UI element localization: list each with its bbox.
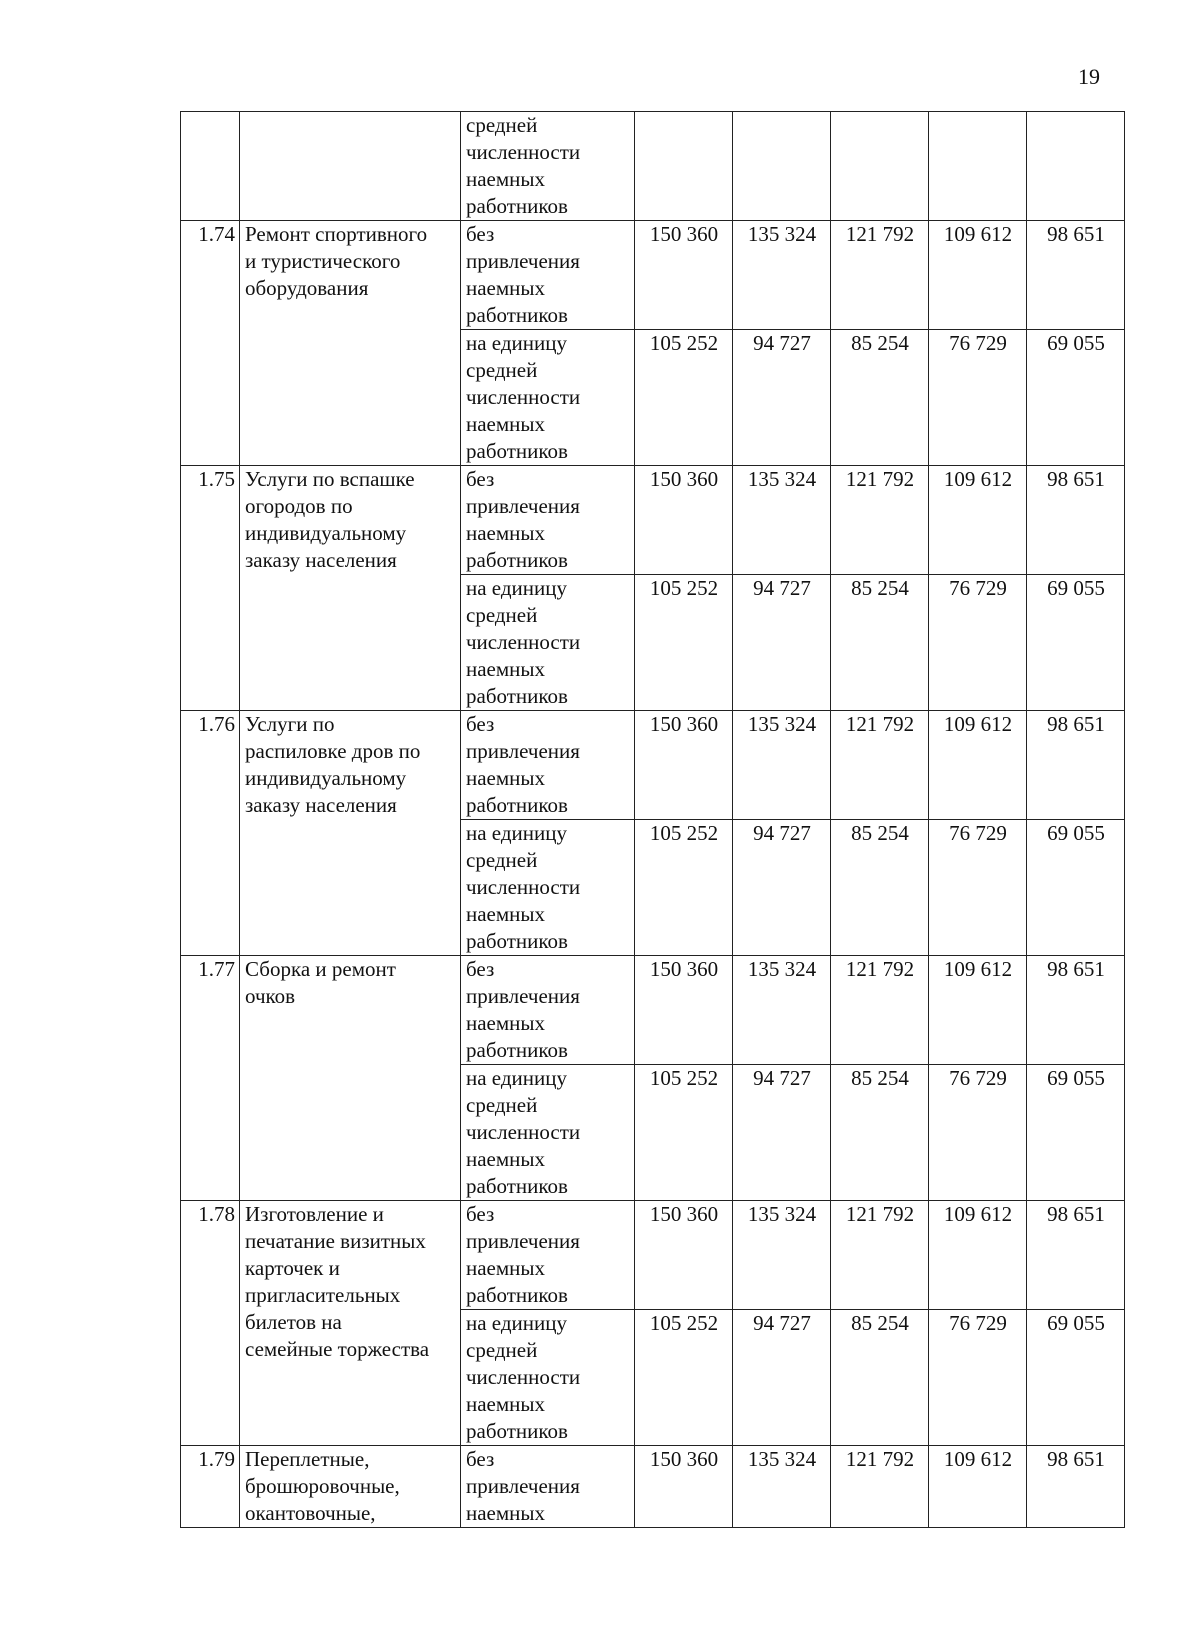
value-cell: 98 651 bbox=[1027, 956, 1125, 1065]
value-cell: 98 651 bbox=[1027, 1446, 1125, 1528]
value-cell: 98 651 bbox=[1027, 1201, 1125, 1310]
value-cell: 150 360 bbox=[635, 466, 733, 575]
value-cell: 76 729 bbox=[929, 575, 1027, 711]
table-row bbox=[181, 1201, 1125, 1310]
value-cell: 98 651 bbox=[1027, 221, 1125, 330]
value-cell: 69 055 bbox=[1027, 1310, 1125, 1446]
value-cell: 121 792 bbox=[831, 956, 929, 1065]
unit-cell: на единицу средней численности наемных работников bbox=[461, 330, 635, 466]
value-cell: 121 792 bbox=[831, 1201, 929, 1310]
value-cell: 98 651 bbox=[1027, 466, 1125, 575]
value-cell: 135 324 bbox=[733, 1446, 831, 1528]
value-cell: 135 324 bbox=[733, 956, 831, 1065]
page-number: 19 bbox=[1078, 64, 1100, 89]
value-cell: 135 324 bbox=[733, 466, 831, 575]
value-cell bbox=[1027, 112, 1125, 221]
unit-cell: средней численности наемных работников bbox=[461, 112, 635, 221]
value-cell bbox=[733, 112, 831, 221]
item-number: 1.78 bbox=[181, 1201, 240, 1446]
unit-cell: без привлечения наемных работников bbox=[461, 221, 635, 330]
unit-cell: без привлечения наемных работников bbox=[461, 1201, 635, 1310]
unit-cell: без привлечения наемных работников bbox=[461, 466, 635, 575]
value-cell: 94 727 bbox=[733, 330, 831, 466]
value-cell: 85 254 bbox=[831, 1310, 929, 1446]
item-name: Переплетные, брошюровочные, окантовочные, bbox=[240, 1446, 461, 1528]
value-cell: 135 324 bbox=[733, 711, 831, 820]
value-cell: 109 612 bbox=[929, 466, 1027, 575]
table-row-continuation bbox=[181, 112, 1125, 221]
value-cell: 109 612 bbox=[929, 1201, 1027, 1310]
item-name: Сборка и ремонт очков bbox=[240, 956, 461, 1201]
value-cell: 94 727 bbox=[733, 820, 831, 956]
table-row bbox=[181, 711, 1125, 820]
value-cell: 85 254 bbox=[831, 330, 929, 466]
value-cell: 121 792 bbox=[831, 221, 929, 330]
value-cell: 76 729 bbox=[929, 820, 1027, 956]
value-cell: 85 254 bbox=[831, 820, 929, 956]
item-number-cell bbox=[181, 112, 240, 221]
unit-cell: без привлечения наемных bbox=[461, 1446, 635, 1528]
value-cell: 69 055 bbox=[1027, 330, 1125, 466]
value-cell: 121 792 bbox=[831, 466, 929, 575]
value-cell: 76 729 bbox=[929, 330, 1027, 466]
value-cell: 76 729 bbox=[929, 1065, 1027, 1201]
value-cell: 135 324 bbox=[733, 221, 831, 330]
value-cell: 85 254 bbox=[831, 1065, 929, 1201]
value-cell: 121 792 bbox=[831, 1446, 929, 1528]
item-number: 1.79 bbox=[181, 1446, 240, 1528]
value-cell: 109 612 bbox=[929, 221, 1027, 330]
item-name: Ремонт спортивного и туристического оборудования bbox=[240, 221, 461, 466]
value-cell bbox=[929, 112, 1027, 221]
item-name: Услуги по вспашке огородов по индивидуальному заказу населения bbox=[240, 466, 461, 711]
value-cell: 105 252 bbox=[635, 330, 733, 466]
value-cell: 76 729 bbox=[929, 1310, 1027, 1446]
value-cell: 94 727 bbox=[733, 575, 831, 711]
value-cell bbox=[831, 112, 929, 221]
value-cell: 69 055 bbox=[1027, 820, 1125, 956]
item-number: 1.75 bbox=[181, 466, 240, 711]
value-cell: 135 324 bbox=[733, 1201, 831, 1310]
value-cell: 150 360 bbox=[635, 711, 733, 820]
value-cell: 85 254 bbox=[831, 575, 929, 711]
unit-cell: на единицу средней численности наемных работников bbox=[461, 1065, 635, 1201]
value-cell bbox=[635, 112, 733, 221]
item-name: Изготовление и печатание визитных карточек и пригласительных билетов на семейные торжества bbox=[240, 1201, 461, 1446]
tariff-table bbox=[180, 111, 1125, 1528]
unit-cell: на единицу средней численности наемных работников bbox=[461, 575, 635, 711]
item-number: 1.77 bbox=[181, 956, 240, 1201]
value-cell: 121 792 bbox=[831, 711, 929, 820]
value-cell: 105 252 bbox=[635, 1310, 733, 1446]
unit-cell: на единицу средней численности наемных работников bbox=[461, 1310, 635, 1446]
value-cell: 69 055 bbox=[1027, 1065, 1125, 1201]
unit-cell: на единицу средней численности наемных работников bbox=[461, 820, 635, 956]
value-cell: 94 727 bbox=[733, 1065, 831, 1201]
value-cell: 98 651 bbox=[1027, 711, 1125, 820]
table-row bbox=[181, 221, 1125, 330]
value-cell: 150 360 bbox=[635, 1201, 733, 1310]
value-cell: 69 055 bbox=[1027, 575, 1125, 711]
value-cell: 109 612 bbox=[929, 956, 1027, 1065]
value-cell: 105 252 bbox=[635, 820, 733, 956]
item-number: 1.76 bbox=[181, 711, 240, 956]
table-row bbox=[181, 956, 1125, 1065]
value-cell: 150 360 bbox=[635, 221, 733, 330]
value-cell: 105 252 bbox=[635, 1065, 733, 1201]
item-name: Услуги по распиловке дров по индивидуальному заказу населения bbox=[240, 711, 461, 956]
table-row bbox=[181, 466, 1125, 575]
value-cell: 109 612 bbox=[929, 1446, 1027, 1528]
value-cell: 150 360 bbox=[635, 1446, 733, 1528]
table-row bbox=[181, 1446, 1125, 1528]
unit-cell: без привлечения наемных работников bbox=[461, 956, 635, 1065]
value-cell: 109 612 bbox=[929, 711, 1027, 820]
value-cell: 150 360 bbox=[635, 956, 733, 1065]
item-name-cell bbox=[240, 112, 461, 221]
item-number: 1.74 bbox=[181, 221, 240, 466]
value-cell: 105 252 bbox=[635, 575, 733, 711]
unit-cell: без привлечения наемных работников bbox=[461, 711, 635, 820]
value-cell: 94 727 bbox=[733, 1310, 831, 1446]
